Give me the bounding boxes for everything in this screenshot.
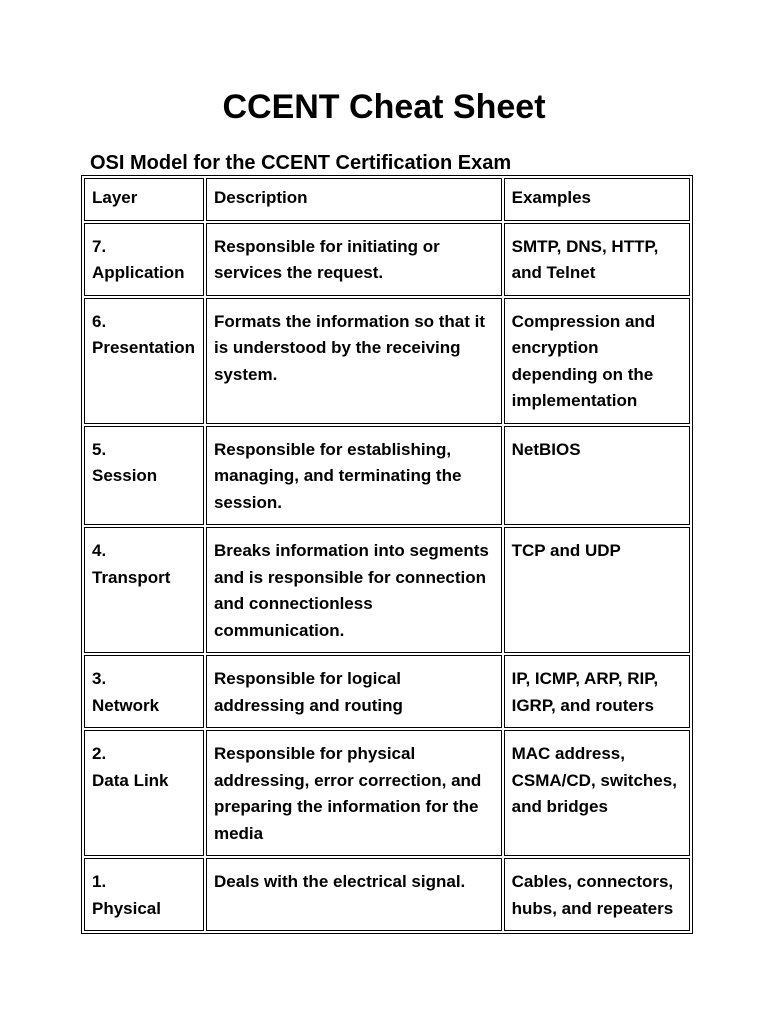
osi-model-table bbox=[81, 175, 693, 934]
osi-table-container bbox=[81, 175, 693, 934]
layer-name: Presentation bbox=[92, 338, 195, 357]
table-row bbox=[84, 527, 690, 653]
examples-cell: IP, ICMP, ARP, RIP, IGRP, and routers bbox=[504, 655, 690, 728]
description-cell: Formats the information so that it is understood by the receiving system. bbox=[206, 298, 502, 424]
examples-cell: TCP and UDP bbox=[504, 527, 690, 653]
table-row bbox=[84, 223, 690, 296]
section-heading: OSI Model for the CCENT Certification Exam bbox=[90, 152, 512, 174]
table-row bbox=[84, 858, 690, 931]
layer-number: 2. bbox=[92, 744, 107, 763]
examples-cell: SMTP, DNS, HTTP, and Telnet bbox=[504, 223, 690, 296]
table-row bbox=[84, 298, 690, 424]
header-layer: Layer bbox=[84, 178, 204, 221]
layer-number: 1. bbox=[92, 872, 107, 891]
table-row bbox=[84, 655, 690, 728]
layer-cell bbox=[84, 730, 204, 856]
layer-name: Session bbox=[92, 466, 158, 485]
description-cell: Responsible for initiating or services the request. bbox=[206, 223, 502, 296]
layer-number: 4. bbox=[92, 541, 107, 560]
description-cell: Responsible for logical addressing and routing bbox=[206, 655, 502, 728]
layer-name: Data Link bbox=[92, 770, 169, 790]
examples-cell: NetBIOS bbox=[504, 426, 690, 526]
layer-name: Physical bbox=[92, 898, 161, 918]
layer-name: Network bbox=[92, 695, 160, 715]
description-cell: Responsible for physical addressing, error correction, and preparing the information for the media bbox=[206, 730, 502, 856]
layer-cell bbox=[84, 655, 204, 728]
header-description: Description bbox=[206, 178, 502, 221]
page-title: CCENT Cheat Sheet bbox=[222, 88, 546, 126]
table-row bbox=[84, 426, 690, 526]
examples-cell: Compression and encryption depending on the implementation bbox=[504, 298, 690, 424]
layer-cell bbox=[84, 223, 204, 296]
examples-cell: MAC address, CSMA/CD, switches, and bridges bbox=[504, 730, 690, 856]
table-header-row bbox=[84, 178, 690, 221]
layer-number: 3. bbox=[92, 669, 107, 688]
table-row bbox=[84, 730, 690, 856]
layer-cell bbox=[84, 426, 204, 526]
layer-cell bbox=[84, 527, 204, 653]
description-cell: Responsible for establishing, managing, and terminating the session. bbox=[206, 426, 502, 526]
layer-number: 6. bbox=[92, 311, 107, 331]
layer-name: Transport bbox=[92, 567, 171, 587]
layer-number: 7. bbox=[92, 236, 107, 256]
header-examples: Examples bbox=[504, 178, 690, 221]
layer-cell bbox=[84, 858, 204, 931]
layer-cell bbox=[84, 298, 204, 424]
layer-name: Application bbox=[92, 263, 185, 282]
description-cell: Deals with the electrical signal. bbox=[206, 858, 502, 931]
description-cell: Breaks information into segments and is responsible for connection and connectionless communication. bbox=[206, 527, 502, 653]
examples-cell: Cables, connectors, hubs, and repeaters bbox=[504, 858, 690, 931]
layer-number: 5. bbox=[92, 439, 107, 459]
